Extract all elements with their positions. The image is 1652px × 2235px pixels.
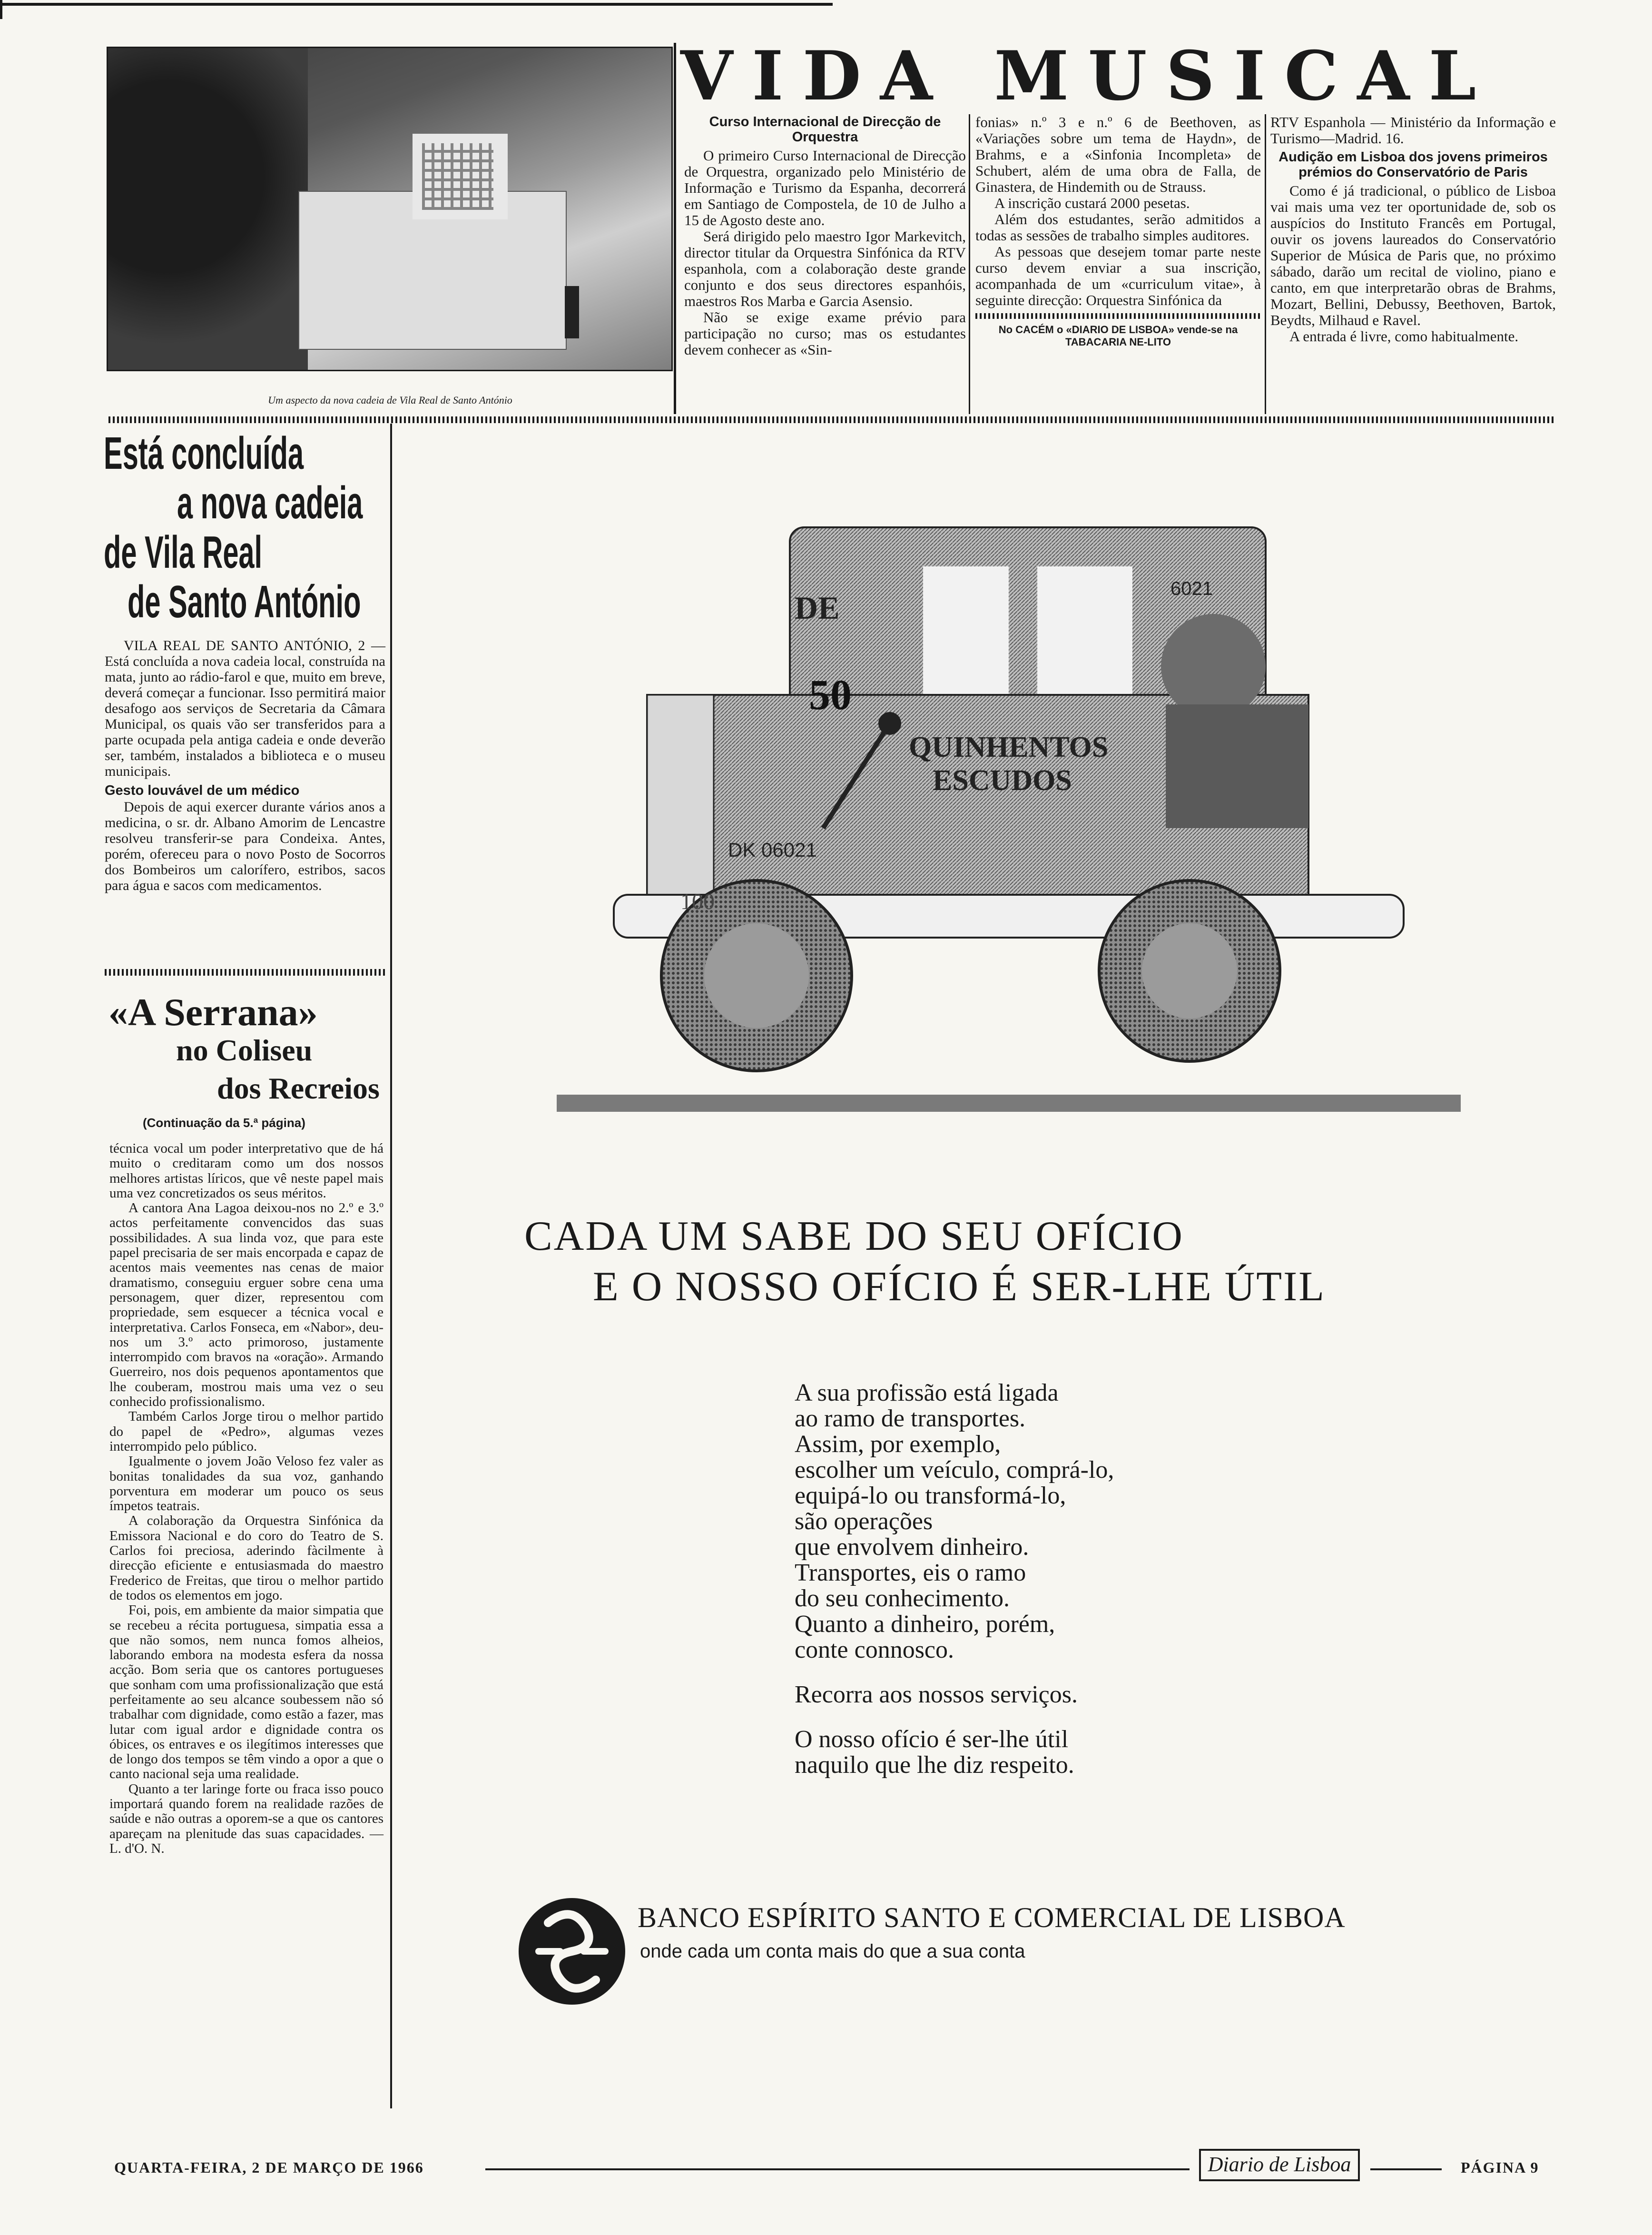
- ad-line: são operações: [795, 1508, 933, 1535]
- paragraph: técnica vocal um poder interpretativo que de há muito o creditaram como um dos nossos melhores artistas líricos, que vê neste papel mais uma vez concretizados os seus méritos.: [109, 1141, 384, 1201]
- ad-headline-2: E O NOSSO OFÍCIO É SER-LHE ÚTIL: [593, 1264, 1326, 1310]
- bank-logo-icon: [515, 1894, 629, 2008]
- ad-body: [795, 1380, 1318, 1778]
- ad-line: que envolvem dinheiro.: [795, 1533, 1029, 1561]
- truck-note-text: QUINHENTOS: [909, 731, 1109, 763]
- paragraph: Também Carlos Jorge tirou o melhor partido do papel de «Pedro», algumas vezes interrompido pelo público.: [109, 1409, 384, 1454]
- paragraph: Igualmente o jovem João Veloso fez valer as bonitas tonalidades da sua voz, ganhando porventura em moderar um pouco os seus ímpetos teatrais.: [109, 1454, 384, 1514]
- bank-slogan: onde cada um conta mais do que a sua conta: [640, 1941, 1025, 1962]
- window-grid: [422, 143, 493, 210]
- paragraph: A inscrição custará 2000 pesetas.: [994, 195, 1190, 211]
- vm-heading-1: Curso Internacional de Direcção de Orquestra: [709, 114, 941, 145]
- truck-note-small: 100: [680, 889, 715, 914]
- paragraph: Depois de aqui exercer durante vários anos a medicina, o sr. dr. Albano Amorim de Lencastre resolveu transferir-se para Condeixa. Antes, porém, ofereceu para o novo Posto de Socorros dos Bombeiros um calorífero, estribos, sacos para água e sacos com medicamentos.: [105, 799, 385, 893]
- vm-column-3: [1270, 114, 1556, 345]
- paragraph: A cantora Ana Lagoa deixou-nos no 2.º e 3.º actos perfeitamente convencidos das suas possibilidades. A sua linda voz, que para este papel precisaria de ser mais encorpada e capaz de acentos mais veementes nas cenas de maior dramatismo, conseguiu erguer sobre cena uma personagem, quer dizer, representou com propriedade, sem esquecer a técnica vocal e interpretativa. Carlos Fonseca, em «Nabor», deu-nos um 3.º acto primoroso, justamente interrompido com bravos na «oração». Armando Guerreiro, nos dois pequenos apontamentos que lhe couberam, mostrou mais uma vez o seu conhecido profissionalismo.: [109, 1200, 384, 1410]
- ad-line: O nosso ofício é ser-lhe útil: [795, 1726, 1069, 1753]
- sales-note: No CACÉM o «DIARIO DE LISBOA» vende-se na TABACARIA NE-LITO: [998, 324, 1238, 348]
- trees: [108, 48, 308, 370]
- headline-line: de Santo António: [128, 576, 361, 627]
- footer-rule: [1370, 2168, 1442, 2170]
- bank-name: BANCO ESPÍRITO SANTO E COMERCIAL DE LISBOA: [638, 1902, 1346, 1933]
- paragraph: As pessoas que desejem tomar parte neste curso devem enviar a sua inscrição, acompanhada de um «curriculum vitae», à seguinte direcção: Orquestra Sinfónica da: [975, 243, 1261, 308]
- top-left-tick: [0, 0, 2, 19]
- paragraph: RTV Espanhola — Ministério da Informação e Turismo—Madrid. 16.: [1270, 114, 1556, 147]
- column-divider: [390, 424, 392, 2108]
- footer-rule: [485, 2168, 1190, 2170]
- dotted-separator: [105, 969, 387, 976]
- paragraph: A entrada é livre, como habitualmente.: [1289, 328, 1519, 345]
- section-title: VIDA MUSICAL: [680, 37, 1495, 116]
- vm-column-1: [684, 114, 966, 358]
- footer-masthead: Diario de Lisboa: [1199, 2149, 1360, 2181]
- ad-line: ao ramo de transportes.: [795, 1405, 1026, 1432]
- driver-head: [1161, 614, 1266, 719]
- paragraph: Além dos estudantes, serão admitidos a todas as sessões de trabalho simples auditores.: [975, 211, 1261, 244]
- serrana-body: [109, 1141, 384, 1856]
- ad-line: do seu conhecimento.: [795, 1585, 1010, 1612]
- truck-note-serial: 6021: [1170, 578, 1213, 599]
- paragraph: Foi, pois, em ambiente da maior simpatia que se recebeu a récita portuguesa, simpatia essa a que não somos, nem nunca fomos alheios, laborando embora na modesta esfera da nossa acção. Bom seria que os cantores portugueses que sonham com uma profissionalização que está perfeitamente ao seu alcance soubessem não só trabalhar com dignidade, como estão a fazer, mas lutar com igual ardor e dignidade contra os óbices, os entraves e os ilegítimos interesses que de longo dos tempos se têm vindo a opor a que o canto nacional seja uma realidade.: [109, 1602, 384, 1782]
- column-divider: [969, 114, 970, 414]
- truck-hood-front: [647, 695, 714, 895]
- paragraph: VILA REAL DE SANTO ANTÓNIO, 2 — Está concluída a nova cadeia local, construída na mata, junto ao rádio-farol e que, muito em breve, deverá começar a funcionar. Isso permitirá maior desafogo aos serviços de Secretaria da Câmara Municipal, os quais vão ser transferidos para a parte ocupada pela antiga cadeia e onde deverão ser, também, instalados a biblioteca e o museu municipais.: [105, 638, 385, 779]
- ad-line: Recorra aos nossos serviços.: [795, 1681, 1078, 1708]
- ad-line: Quanto a dinheiro, porém,: [795, 1611, 1055, 1638]
- ground-strip: [557, 1095, 1461, 1112]
- headline-line: de Vila Real: [104, 527, 263, 578]
- ad-line: Transportes, eis o ramo: [795, 1559, 1026, 1586]
- paragraph: Quanto a ter laringe forte ou fraca isso pouco importará quando forem na realidade razões de saúde e não outras a oporem-se a que os cantores apareçam na plenitude das suas capacidades. — L. d'O. N.: [109, 1781, 384, 1856]
- footer-page: PÁGINA 9: [1461, 2159, 1539, 2176]
- column-divider: [674, 43, 676, 414]
- truck-note-serial: DK 06021: [728, 839, 817, 861]
- headline-line: no Coliseu: [176, 1033, 313, 1067]
- vm-heading-3: Audição em Lisboa dos jovens primeiros prémios do Conservatório de Paris: [1278, 149, 1548, 180]
- vm-column-2: [975, 114, 1261, 348]
- ad-line: equipá-lo ou transformá-lo,: [795, 1482, 1066, 1509]
- prison-photo: [107, 47, 673, 371]
- paragraph: Será dirigido pelo maestro Igor Markevitch, director titular da Orquestra Sinfónica da RTV espanhola, com a colaboração deste grande conjunto e dos seus directores espanhóis, maestros Ros Marba e Garcia Asensio.: [684, 228, 966, 309]
- truck-note-denomination: 50: [809, 672, 852, 719]
- front-wheel-hub: [704, 923, 809, 1028]
- truck-note-text: ESCUDOS: [933, 764, 1072, 797]
- ad-line: A sua profissão está ligada: [795, 1379, 1059, 1406]
- banknote-truck-illustration: [557, 524, 1461, 1123]
- headline-line: a nova cadeia: [177, 477, 363, 528]
- ad-headline-1: CADA UM SABE DO SEU OFÍCIO: [524, 1213, 1184, 1259]
- ad-line: naquilo que lhe diz respeito.: [795, 1751, 1074, 1779]
- paragraph: A colaboração da Orquestra Sinfónica da Emissora Nacional e do coro do Teatro de S. Carlos foi preciosa, aderindo fàcilmente à direcção eficiente e entusiasmada do maestro Frederico de Freitas, que tirou o melhor partido de todos os elementos em jogo.: [109, 1513, 384, 1603]
- driver-body: [1166, 704, 1308, 828]
- dotted-separator: [975, 313, 1261, 319]
- cadeia-body: [105, 638, 385, 893]
- paragraph: Não se exige exame prévio para participação no curso; mas os estudantes devem conhecer as «Sin-: [684, 309, 966, 358]
- ad-line: conte connosco.: [795, 1636, 954, 1663]
- subhead: Gesto louvável de um médico: [105, 783, 300, 798]
- continuation-note: (Continuação da 5.ª página): [143, 1116, 305, 1130]
- paragraph: fonias» n.º 3 e n.º 6 de Beethoven, as «Variações sobre um tema de Haydn», de Brahms, e a «Sinfonia Incompleta» de Schubert, além de uma obra de Falla, de Ginastera, de Hindemith ou de Strauss.: [975, 114, 1261, 195]
- person-silhouette: [565, 286, 579, 338]
- truck-note-prefix: DE: [795, 590, 840, 626]
- rear-wheel-hub: [1142, 923, 1237, 1019]
- headline-line: «A Serrana»: [108, 990, 318, 1034]
- paragraph: Como é já tradicional, o público de Lisboa vai mais uma vez ter oportunidade de, sob os auspícios do Instituto Francês em Portugal, ouvir os jovens laureados do Conservatório Superior de Música de Paris que, no próximo sábado, darão um recital de violino, piano e canto, em que interpretarão obras de Brahms, Mozart, Bellini, Debussy, Beethoven, Bartok, Beydts, Milhaud e Ravel.: [1270, 182, 1556, 328]
- headline-line: Está concluída: [104, 428, 304, 479]
- ad-line: Assim, por exemplo,: [795, 1431, 1001, 1458]
- column-divider: [1265, 114, 1266, 414]
- headline-line: dos Recreios: [217, 1071, 380, 1105]
- dotted-separator: [108, 416, 1555, 423]
- top-border: [0, 3, 833, 6]
- footer-date: QUARTA-FEIRA, 2 DE MARÇO DE 1966: [114, 2159, 424, 2176]
- paragraph: O primeiro Curso Internacional de Direcção de Orquestra, organizado pelo Ministério de Informação e Turismo da Espanha, decorrerá em Santiago de Compostela, de 10 de Julho a 15 de Agosto deste ano.: [684, 147, 966, 228]
- photo-caption: Um aspecto da nova cadeia de Vila Real de Santo António: [268, 394, 512, 406]
- ad-line: escolher um veículo, comprá-lo,: [795, 1456, 1114, 1483]
